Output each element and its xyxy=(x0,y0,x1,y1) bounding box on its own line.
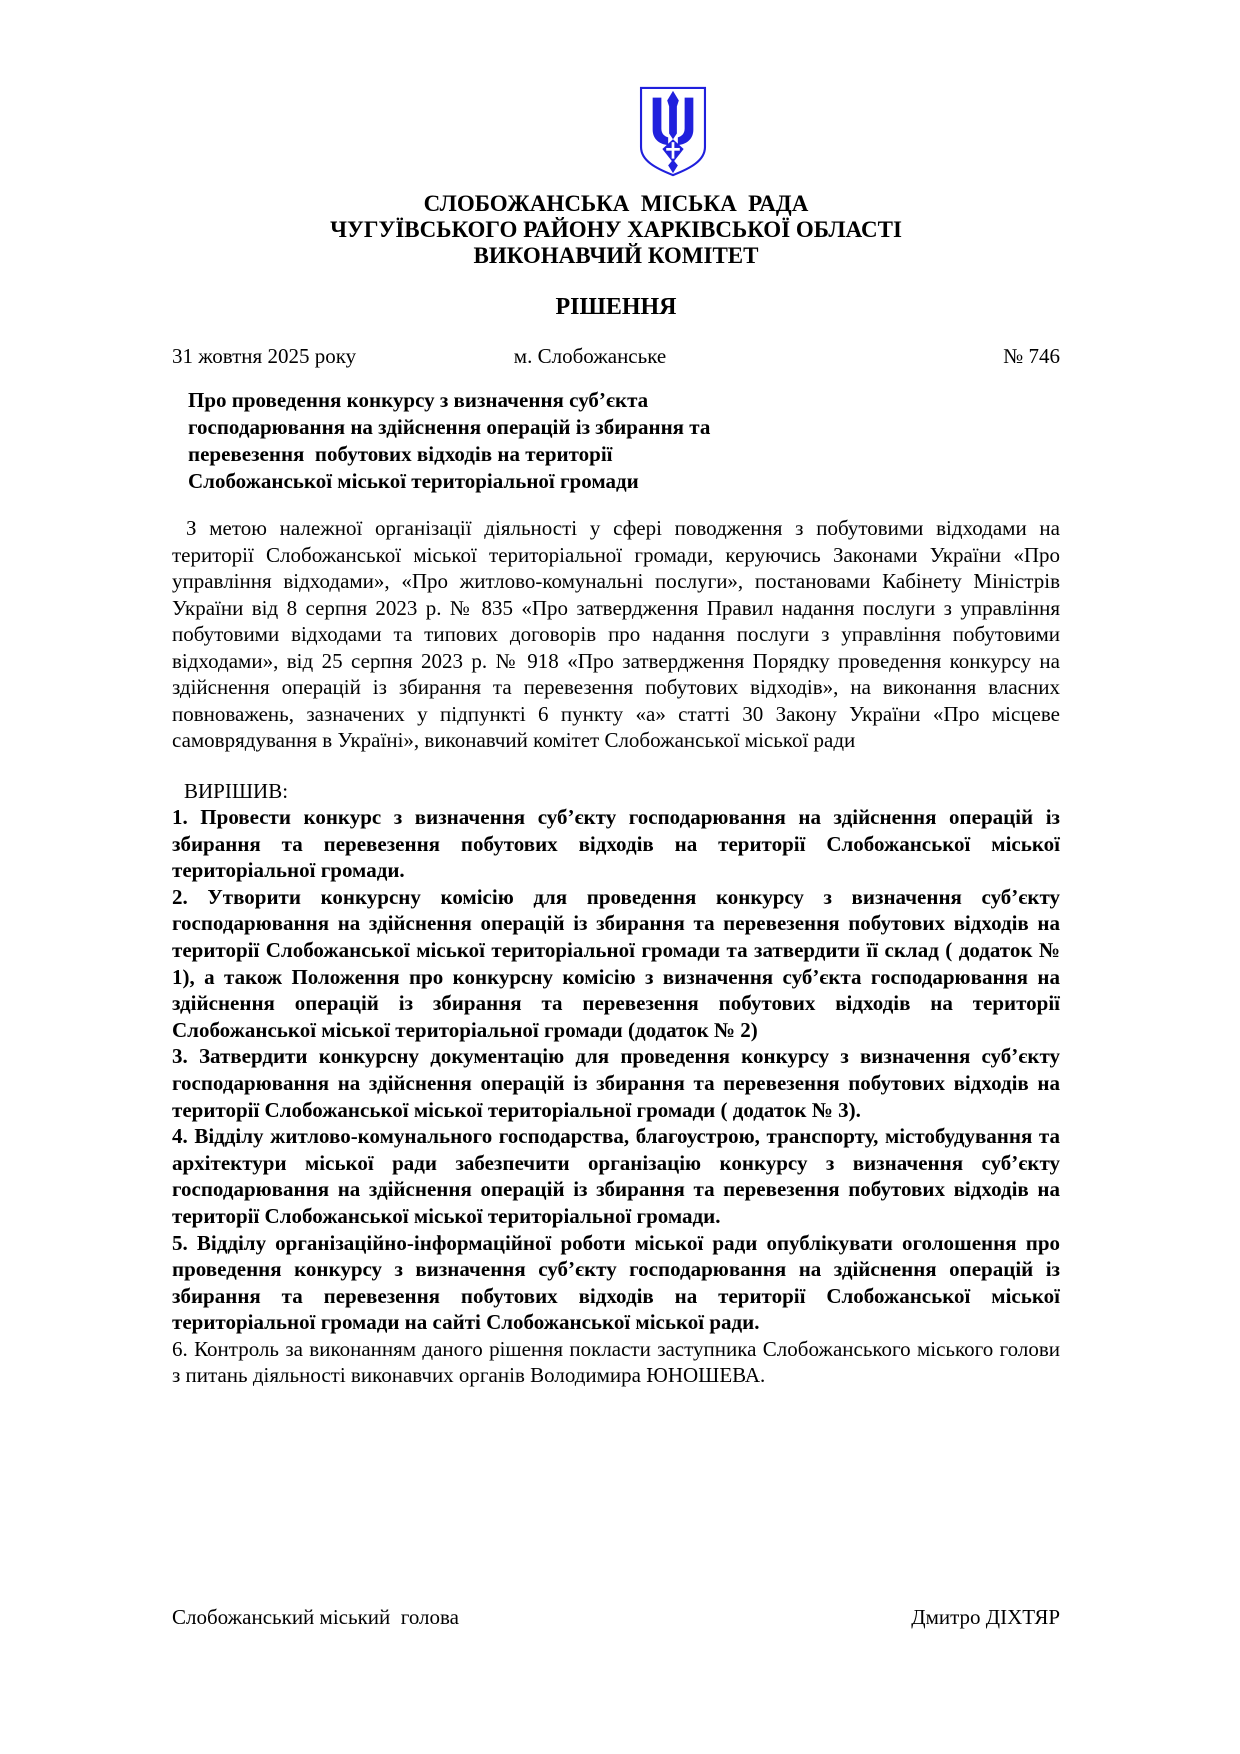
org-name-line2: ЧУГУЇВСЬКОГО РАЙОНУ ХАРКІВСЬКОЇ ОБЛАСТІ xyxy=(330,217,902,242)
doc-place: м. Слобожанське xyxy=(513,344,667,368)
doc-date: 31 жовтня 2025 року xyxy=(172,344,357,368)
signature-position: Слобожанський міський голова xyxy=(172,1605,459,1629)
doc-number: № 746 xyxy=(1003,344,1060,368)
subject-line: Про проведення конкурсу з визначення суб’єкта xyxy=(188,388,649,412)
signature-row xyxy=(172,1604,1060,1630)
ukraine-trident-icon xyxy=(638,85,708,178)
subject-line: перевезення побутових відходів на території xyxy=(188,442,613,466)
resolution-item-5: 5. Відділу організаційно-інформаційної роботи міської ради опублікувати оголошення про проведення конкурсу з визначення суб’єкту господарювання на здійснення операцій із збирання та перевезення побутових відходів на території Слобожанської міської територіальної громади на сайті Слобожанської міської ради. xyxy=(172,1230,1060,1335)
coat-of-arms xyxy=(172,0,1060,178)
resolution-item-3: 3. Затвердити конкурсну документацію для проведення конкурсу з визначення суб’єкту господарювання на здійснення операцій із збирання та перевезення побутових відходів на території Слобожанської міської територіальної громади ( додаток № 3). xyxy=(172,1044,1060,1122)
subject-line: Слобожанської міської територіальної громади xyxy=(188,469,639,493)
subject-block xyxy=(172,387,1060,495)
resolution-item-1: 1. Провести конкурс з визначення суб’єкту господарювання на здійснення операцій із збирання та перевезення побутових відходів на території Слобожанської міської територіальної громади. xyxy=(172,805,1060,883)
subject-line: господарювання на здійснення операцій із збирання та xyxy=(188,415,711,439)
resolution-item-2: 2. Утворити конкурсну комісію для проведення конкурсу з визначення суб’єкту господарювання на здійснення операцій із збирання та перевезення побутових відходів на території Слобожанської міської територіальної громади та затвердити її склад ( додаток № 1), а також Положення про конкурсну комісію з визначення суб’єкта господарювання на здійснення операцій із збирання та перевезення побутових відходів на території Слобожанської міської територіальної громади (додаток № 2) xyxy=(172,884,1060,1042)
preamble-paragraph: З метою належної організації діяльності у сфері поводження з побутовими відходами на території Слобожанської міської територіальної громади, керуючись Законами України «Про управління відходами», «Про житлово-комунальні послуги», постановами Кабінету Міністрів України від 8 серпня 2023 р. № 835 «Про затвердження Правил надання послуги з управління побутовими відходами та типових договорів про надання послуги з управління побутовими відходами», від 25 серпня 2023 р. № 918 «Про затвердження Порядку проведення конкурсу на здійснення операцій із збирання та перевезення побутових відходів», на виконання власних повноважень, зазначених у підпункті 6 пункту «а» статті 30 Закону України «Про місцеве самоврядування в Україні», виконавчий комітет Слобожанської міської ради xyxy=(172,516,1060,752)
signature-name: Дмитро ДІХТЯР xyxy=(911,1605,1060,1629)
meta-row xyxy=(172,343,1060,369)
doc-type-heading: РІШЕННЯ xyxy=(555,294,677,320)
org-name-block xyxy=(172,191,1060,269)
org-name-line3: ВИКОНАВЧИЙ КОМІТЕТ xyxy=(473,243,759,268)
document-content xyxy=(172,0,1060,1389)
resolution-heading: ВИРІШИВ: xyxy=(184,778,289,803)
resolution-item-4: 4. Відділу житлово-комунального господарства, благоустрою, транспорту, містобудування та архітектури міської ради забезпечити організацію конкурсу з визначення суб’єкту господарювання на здійснення операцій із збирання та перевезення побутових відходів на території Слобожанської міської територіальної громади. xyxy=(172,1124,1060,1228)
resolution-item-6: 6. Контроль за виконанням даного рішення покласти заступника Слобожанського міського голови з питань діяльності виконавчих органів Володимира ЮНОШЕВА. xyxy=(172,1336,1060,1388)
org-name-line1: СЛОБОЖАНСЬКА МІСЬКА РАДА xyxy=(423,191,809,216)
